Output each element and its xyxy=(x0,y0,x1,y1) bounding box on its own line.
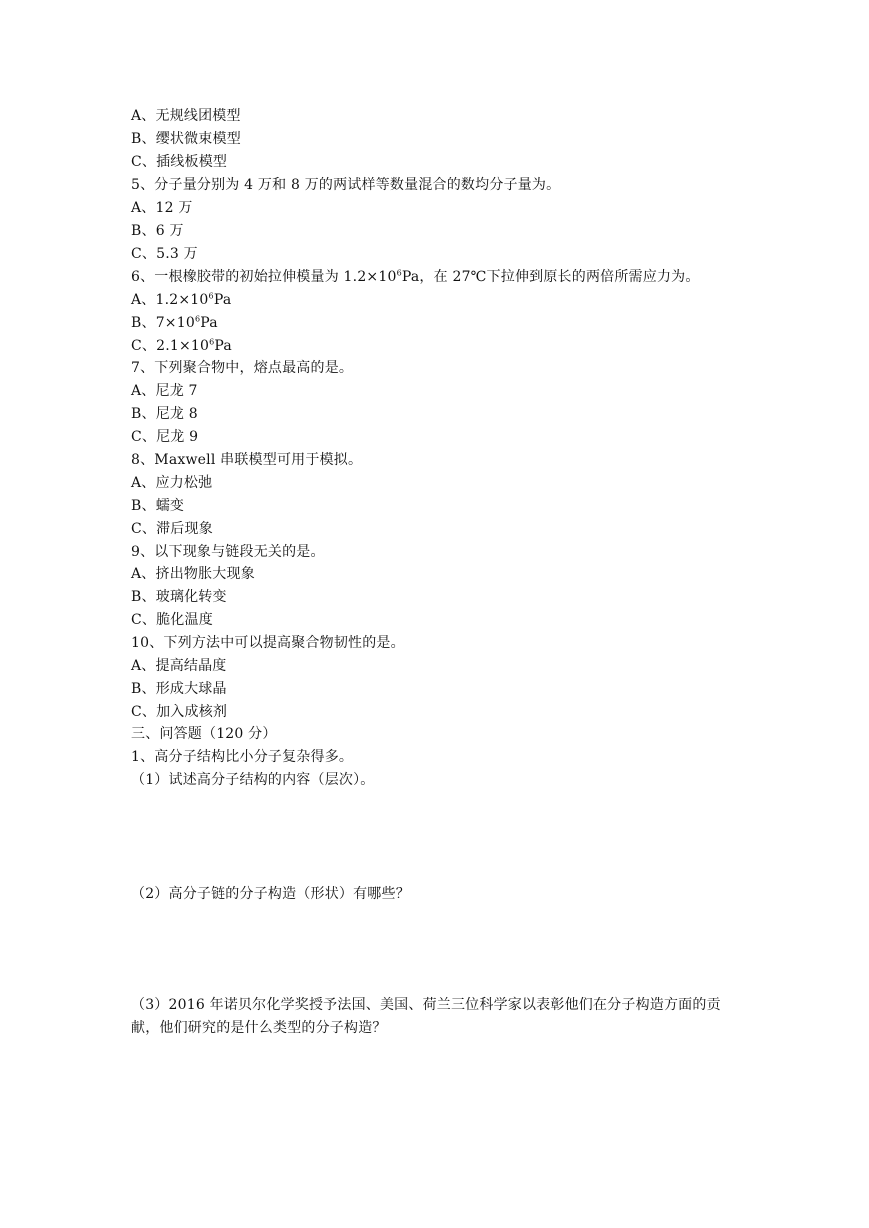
q7-option-a: A、尼龙 7 xyxy=(131,383,198,399)
q9-option-b: B、玻璃化转变 xyxy=(131,589,227,605)
section3-q1: 1、高分子结构比小分子复杂得多。 xyxy=(131,749,354,765)
q7-option-c: C、尼龙 9 xyxy=(131,429,199,445)
q5-question: 5、分子量分别为 4 万和 8 万的两试样等数量混合的数均分子量为。 xyxy=(131,177,561,193)
q10-option-a: A、提高结晶度 xyxy=(131,658,227,674)
q5-option-a: A、12 万 xyxy=(131,200,193,216)
q6-question xyxy=(131,267,700,287)
q4-option-b: B、缨状微束模型 xyxy=(131,131,241,147)
q6-option-b-unit: Pa xyxy=(200,315,218,331)
q10-option-b: B、形成大球晶 xyxy=(131,681,227,697)
section3-q1-sub3: （3）2016 年诺贝尔化学奖授予法国、美国、荷兰三位科学家以表彰他们在分子构造方面的贡献，他们研究的是什么类型的分子构造？ xyxy=(131,997,721,1036)
q9-option-c: C、脆化温度 xyxy=(131,612,213,628)
q8-option-b: B、蠕变 xyxy=(131,498,185,514)
q6-option-b-exponent: 6 xyxy=(194,314,201,324)
q6-option-c-base: C、2.1×10 xyxy=(131,338,210,354)
section3-q1-sub1: （1）试述高分子结构的内容（层次）。 xyxy=(131,772,375,788)
q8-question: 8、Maxwell 串联模型可用于模拟。 xyxy=(131,452,363,468)
q6-option-c xyxy=(131,336,232,356)
q9-option-a: A、挤出物胀大现象 xyxy=(131,566,255,582)
q6-question-text-tail: Pa，在 27℃下拉伸到原长的两倍所需应力为。 xyxy=(401,269,700,285)
q10-question: 10、下列方法中可以提高聚合物韧性的是。 xyxy=(131,635,405,651)
q8-option-a: A、应力松弛 xyxy=(131,475,213,491)
q6-question-exponent: 6 xyxy=(396,268,402,278)
q7-question: 7、下列聚合物中，熔点最高的是。 xyxy=(131,360,354,376)
q10-option-c: C、加入成核剂 xyxy=(131,704,228,720)
q6-option-a-base: A、1.2×10 xyxy=(131,292,209,308)
q6-option-a xyxy=(131,290,231,310)
q6-option-c-exponent: 6 xyxy=(209,337,215,347)
section3-heading: 三、问答题（120 分） xyxy=(131,726,277,742)
section3-q1-sub2: （2）高分子链的分子构造（形状）有哪些？ xyxy=(131,886,410,902)
q6-option-b-base: B、7×10 xyxy=(131,315,195,331)
q6-option-a-exponent: 6 xyxy=(208,291,214,301)
q6-option-c-unit: Pa xyxy=(214,338,232,354)
q9-question: 9、以下现象与链段无关的是。 xyxy=(131,544,325,560)
q4-option-c: C、插线板模型 xyxy=(131,154,228,170)
q7-option-b: B、尼龙 8 xyxy=(131,406,198,422)
q6-option-b xyxy=(131,313,218,333)
q4-option-a: A、无规线团模型 xyxy=(131,108,241,124)
q5-option-c: C、5.3 万 xyxy=(131,246,198,262)
q6-question-text: 6、一根橡胶带的初始拉伸模量为 1.2×10 xyxy=(131,269,397,285)
q8-option-c: C、滞后现象 xyxy=(131,521,213,537)
q5-option-b: B、6 万 xyxy=(131,223,184,239)
q6-option-a-unit: Pa xyxy=(213,292,232,308)
